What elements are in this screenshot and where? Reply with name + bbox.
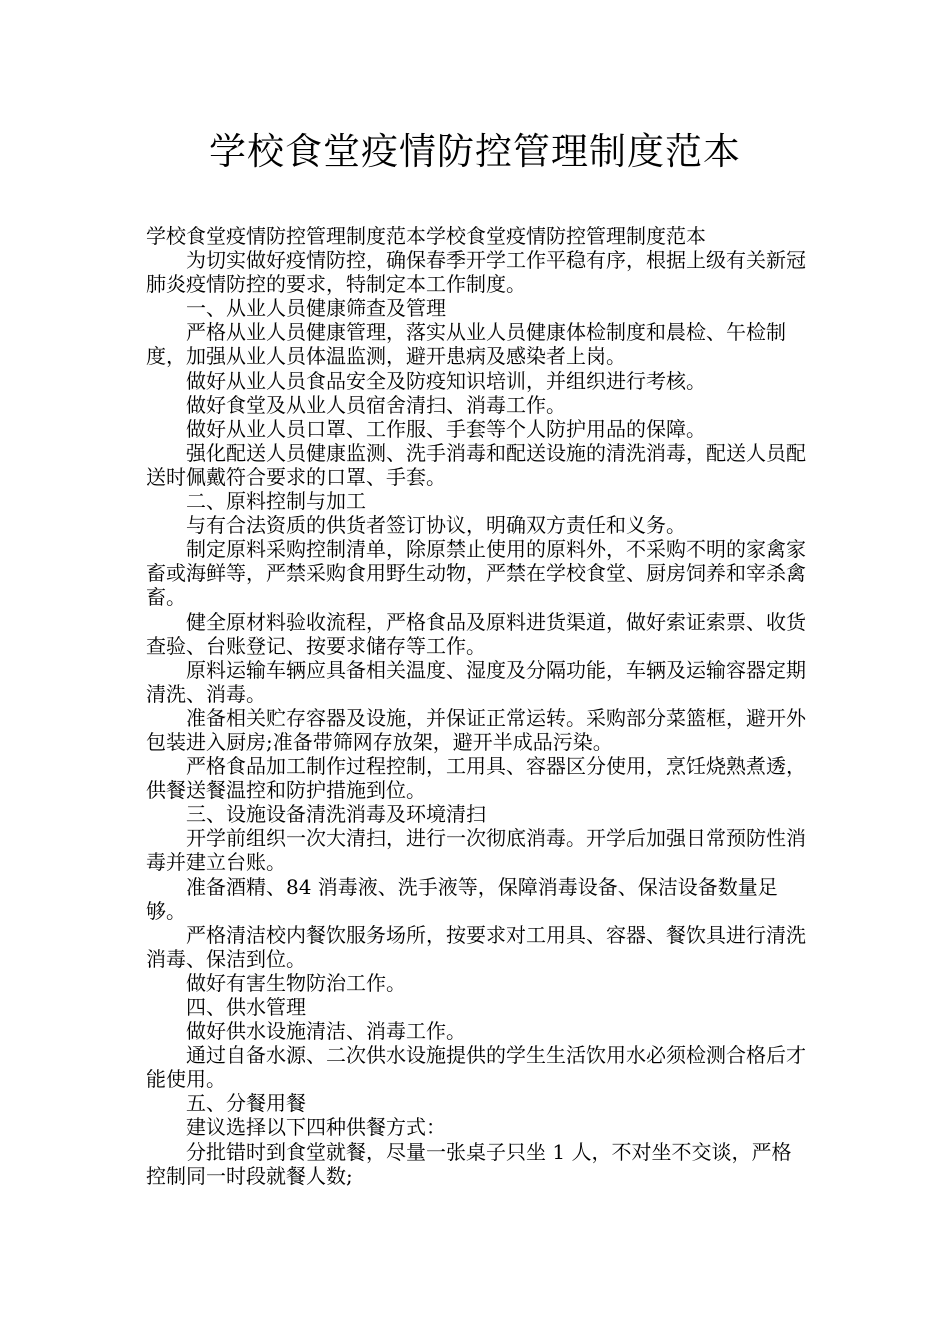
- document-paragraph: 强化配送人员健康监测、洗手消毒和配送设施的清洗消毒，配送人员配送时佩戴符合要求的口罩、手套。: [146, 440, 806, 489]
- document-paragraph: 严格食品加工制作过程控制，工用具、容器区分使用，烹饪烧熟煮透，供餐送餐温控和防护措施到位。: [146, 754, 806, 803]
- document-paragraph: 严格从业人员健康管理，落实从业人员健康体检制度和晨检、午检制度，加强从业人员体温监测，避开患病及感染者上岗。: [146, 320, 786, 369]
- document-paragraph: 为切实做好疫情防控，确保春季开学工作平稳有序，根据上级有关新冠肺炎疫情防控的要求，特制定本工作制度。: [146, 248, 806, 297]
- document-paragraph: 五、分餐用餐: [186, 1091, 306, 1116]
- document-paragraph: 准备相关贮存容器及设施，并保证正常运转。采购部分菜篮框，避开外包装进入厨房;准备带筛网存放架，避开半成品污染。: [146, 705, 806, 754]
- document-paragraph: 分批错时到食堂就餐，尽量一张桌子只坐 1 人，不对坐不交谈，严格控制同一时段就餐人数;: [146, 1139, 792, 1188]
- document-paragraph: 做好食堂及从业人员宿舍清扫、消毒工作。: [186, 392, 566, 417]
- document-paragraph: 原料运输车辆应具备相关温度、湿度及分隔功能，车辆及运输容器定期清洗、消毒。: [146, 657, 806, 706]
- document-paragraph: 通过自备水源、二次供水设施提供的学生生活饮用水必须检测合格后才能使用。: [146, 1043, 806, 1092]
- document-paragraph: 三、设施设备清洗消毒及环境清扫: [186, 802, 486, 827]
- document-paragraph: 二、原料控制与加工: [186, 489, 366, 514]
- document-paragraph: 准备酒精、84 消毒液、洗手液等，保障消毒设备、保洁设备数量足够。: [146, 874, 778, 923]
- document-paragraph: 学校食堂疫情防控管理制度范本学校食堂疫情防控管理制度范本: [146, 224, 706, 248]
- document-paragraph: 严格清洁校内餐饮服务场所，按要求对工用具、容器、餐饮具进行清洗消毒、保洁到位。: [146, 922, 806, 971]
- document-paragraph: 与有合法资质的供货者签订协议，明确双方责任和义务。: [186, 513, 686, 538]
- document-paragraph: 一、从业人员健康筛查及管理: [186, 296, 446, 321]
- document-title: 学校食堂疫情防控管理制度范本: [209, 130, 741, 173]
- document-paragraph: 做好有害生物防治工作。: [186, 970, 406, 995]
- document-paragraph: 做好从业人员食品安全及防疫知识培训，并组织进行考核。: [186, 368, 706, 393]
- document-paragraph: 做好供水设施清洁、消毒工作。: [186, 1019, 466, 1044]
- document-paragraph: 四、供水管理: [186, 995, 306, 1019]
- document-body: [146, 224, 810, 1188]
- document-paragraph: 制定原料采购控制清单，除原禁止使用的原料外，不采购不明的家禽家畜或海鲜等，严禁采购食用野生动物，严禁在学校食堂、厨房饲养和宰杀禽畜。: [146, 537, 806, 610]
- document-paragraph: 健全原材料验收流程，严格食品及原料进货渠道，做好索证索票、收货查验、台账登记、按要求储存等工作。: [146, 609, 806, 658]
- document-paragraph: 建议选择以下四种供餐方式：: [186, 1115, 446, 1140]
- document-paragraph: 开学前组织一次大清扫，进行一次彻底消毒。开学后加强日常预防性消毒并建立台账。: [146, 826, 806, 875]
- document-paragraph: 做好从业人员口罩、工作服、手套等个人防护用品的保障。: [186, 416, 706, 441]
